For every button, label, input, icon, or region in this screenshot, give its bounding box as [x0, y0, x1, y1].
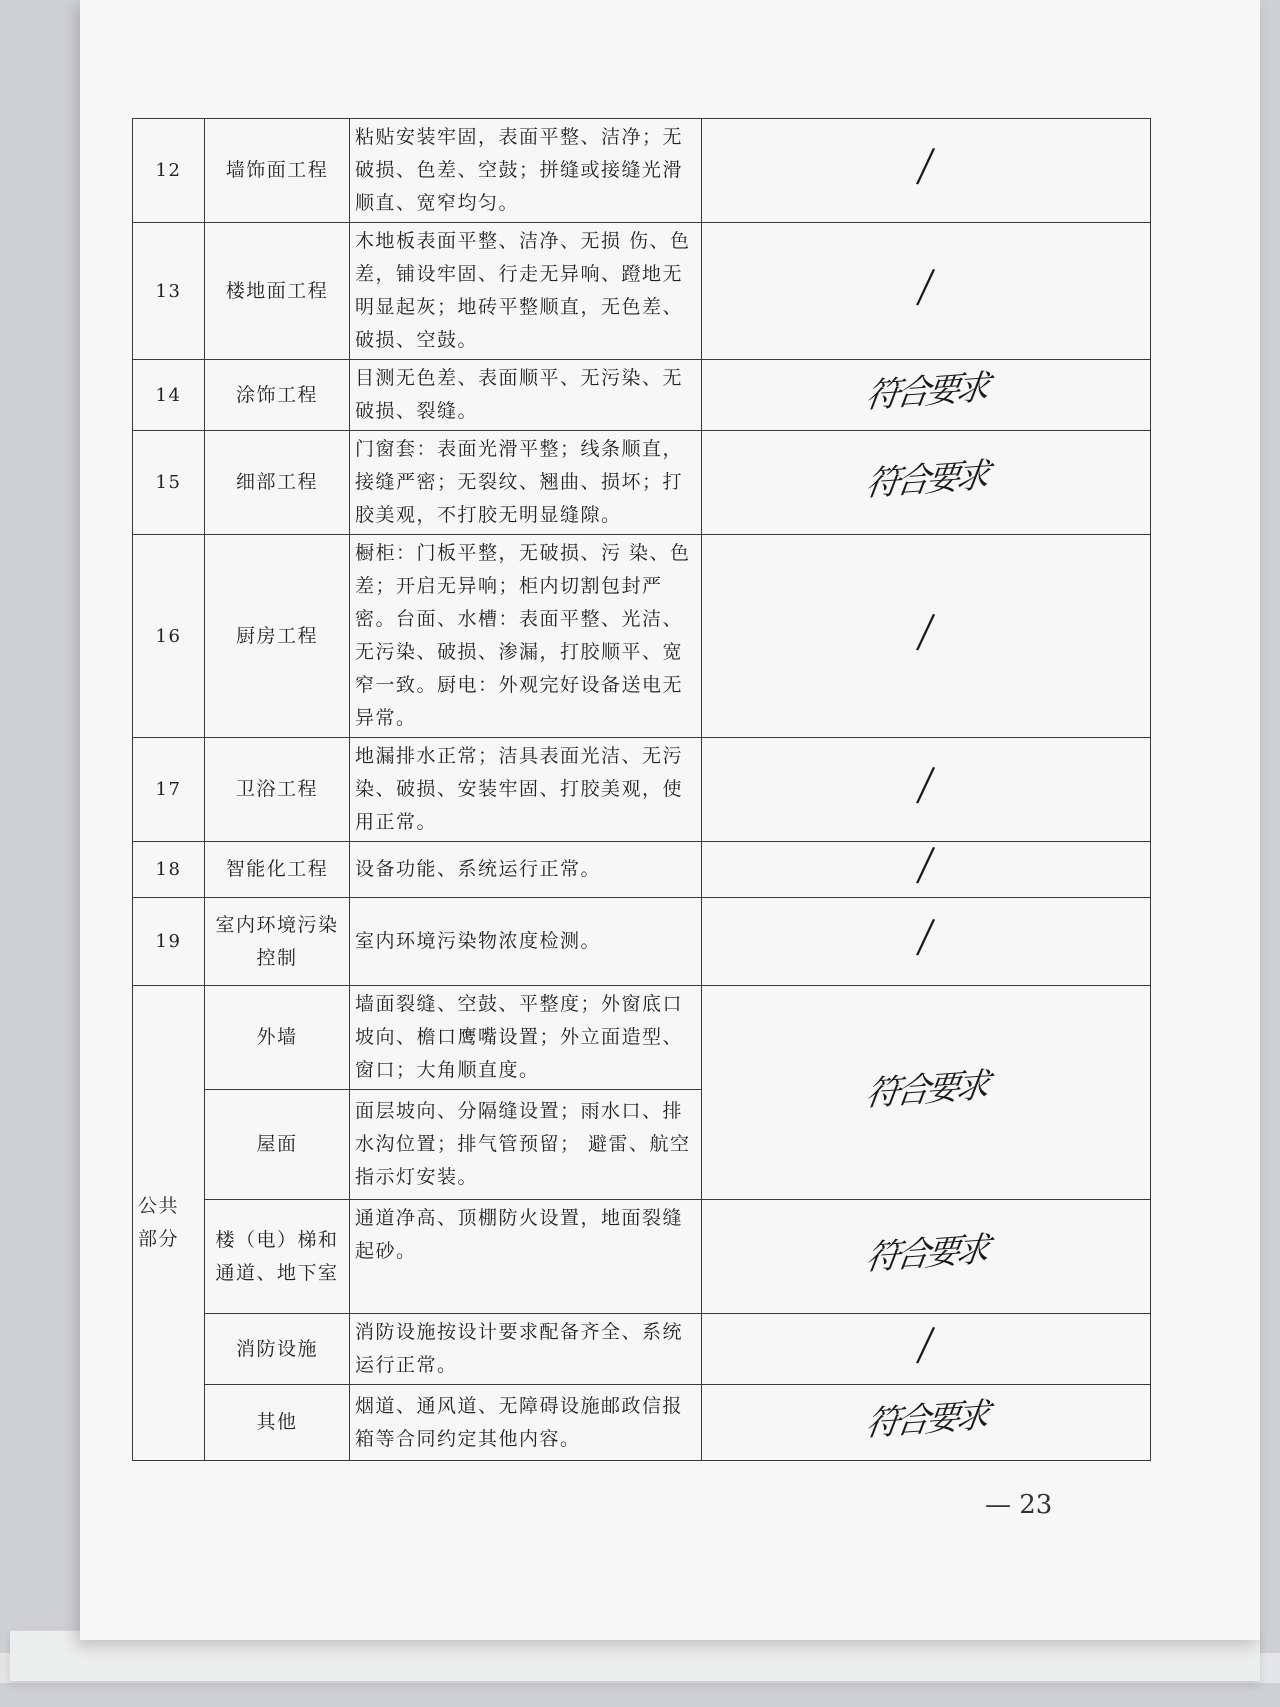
check-mark: /: [702, 898, 1151, 986]
table-row: [133, 360, 1151, 431]
table-row: [133, 1314, 1151, 1385]
item-requirement: 墙面裂缝、空鼓、平整度；外窗底口坡向、檐口鹰嘴设置；外立面造型、窗口；大角顺直度。: [350, 986, 702, 1090]
check-mark: /: [702, 223, 1151, 360]
handwritten-signature: 符合要求: [702, 986, 1151, 1200]
item-requirement: 橱柜：门板平整，无破损、污 染、色差；开启无异响；柜内切割包封严密。台面、水槽：表面平整、光洁、无污染、破损、渗漏，打胶顺平、宽窄一致。厨电：外观完好设备送电无异常。: [350, 535, 702, 738]
item-name: 墙饰面工程: [205, 119, 350, 223]
table-row: [133, 842, 1151, 898]
row-number: 19: [133, 898, 205, 986]
item-name: 外墙: [205, 986, 350, 1090]
item-requirement: 烟道、通风道、无障碍设施邮政信报箱等合同约定其他内容。: [350, 1385, 702, 1461]
item-name: 室内环境污染控制: [205, 898, 350, 986]
handwritten-signature: 符合要求: [702, 1200, 1151, 1314]
table-row: [133, 738, 1151, 842]
table-row: [133, 1385, 1151, 1461]
item-name: 细部工程: [205, 431, 350, 535]
check-mark: /: [702, 738, 1151, 842]
item-name: 智能化工程: [205, 842, 350, 898]
row-number: 14: [133, 360, 205, 431]
item-name: 涂饰工程: [205, 360, 350, 431]
item-requirement: 地漏排水正常；洁具表面光洁、无污染、破损、安装牢固、打胶美观，使用正常。: [350, 738, 702, 842]
table-row: [133, 986, 1151, 1090]
row-number: 13: [133, 223, 205, 360]
item-requirement: 消防设施按设计要求配备齐全、系统运行正常。: [350, 1314, 702, 1385]
item-requirement: 面层坡向、分隔缝设置；雨水口、排水沟位置；排气管预留； 避雷、航空指示灯安装。: [350, 1090, 702, 1200]
item-requirement: 木地板表面平整、洁净、无损 伤、色差，铺设牢固、行走无异响、蹬地无明显起灰；地砖平整顺直，无色差、破损、空鼓。: [350, 223, 702, 360]
check-mark: /: [702, 1314, 1151, 1385]
row-number: 15: [133, 431, 205, 535]
row-number: 16: [133, 535, 205, 738]
table-row: [133, 535, 1151, 738]
item-name: 楼地面工程: [205, 223, 350, 360]
row-number: 17: [133, 738, 205, 842]
table-row: [133, 119, 1151, 223]
table-row: [133, 431, 1151, 535]
item-requirement: 目测无色差、表面顺平、无污染、无破损、裂缝。: [350, 360, 702, 431]
item-requirement: 通道净高、顶棚防火设置，地面裂缝起砂。: [350, 1200, 702, 1314]
table-row: [133, 223, 1151, 360]
item-name: 消防设施: [205, 1314, 350, 1385]
handwritten-signature: 符合要求: [702, 360, 1151, 431]
row-number: 18: [133, 842, 205, 898]
check-mark: /: [702, 119, 1151, 223]
table-row: [133, 1200, 1151, 1314]
item-name: 卫浴工程: [205, 738, 350, 842]
table-row: [133, 898, 1151, 986]
check-mark: /: [702, 842, 1151, 898]
item-name: 厨房工程: [205, 535, 350, 738]
group-label: 公共部分: [133, 986, 205, 1461]
page-number: — 23: [985, 1490, 1053, 1520]
item-requirement: 室内环境污染物浓度检测。: [350, 898, 702, 986]
handwritten-signature: 符合要求: [702, 431, 1151, 535]
item-requirement: 粘贴安装牢固，表面平整、洁净；无破损、色差、空鼓；拼缝或接缝光滑顺直、宽窄均匀。: [350, 119, 702, 223]
handwritten-signature: 符合要求: [702, 1385, 1151, 1461]
item-requirement: 设备功能、系统运行正常。: [350, 842, 702, 898]
item-name: 楼（电）梯和通道、地下室: [205, 1200, 350, 1314]
check-mark: /: [702, 535, 1151, 738]
item-name: 其他: [205, 1385, 350, 1461]
item-requirement: 门窗套：表面光滑平整；线条顺直，接缝严密；无裂纹、翘曲、损坏；打胶美观，不打胶无明显缝隙。: [350, 431, 702, 535]
row-number: 12: [133, 119, 205, 223]
item-name: 屋面: [205, 1090, 350, 1200]
inspection-table: [132, 118, 1151, 1461]
